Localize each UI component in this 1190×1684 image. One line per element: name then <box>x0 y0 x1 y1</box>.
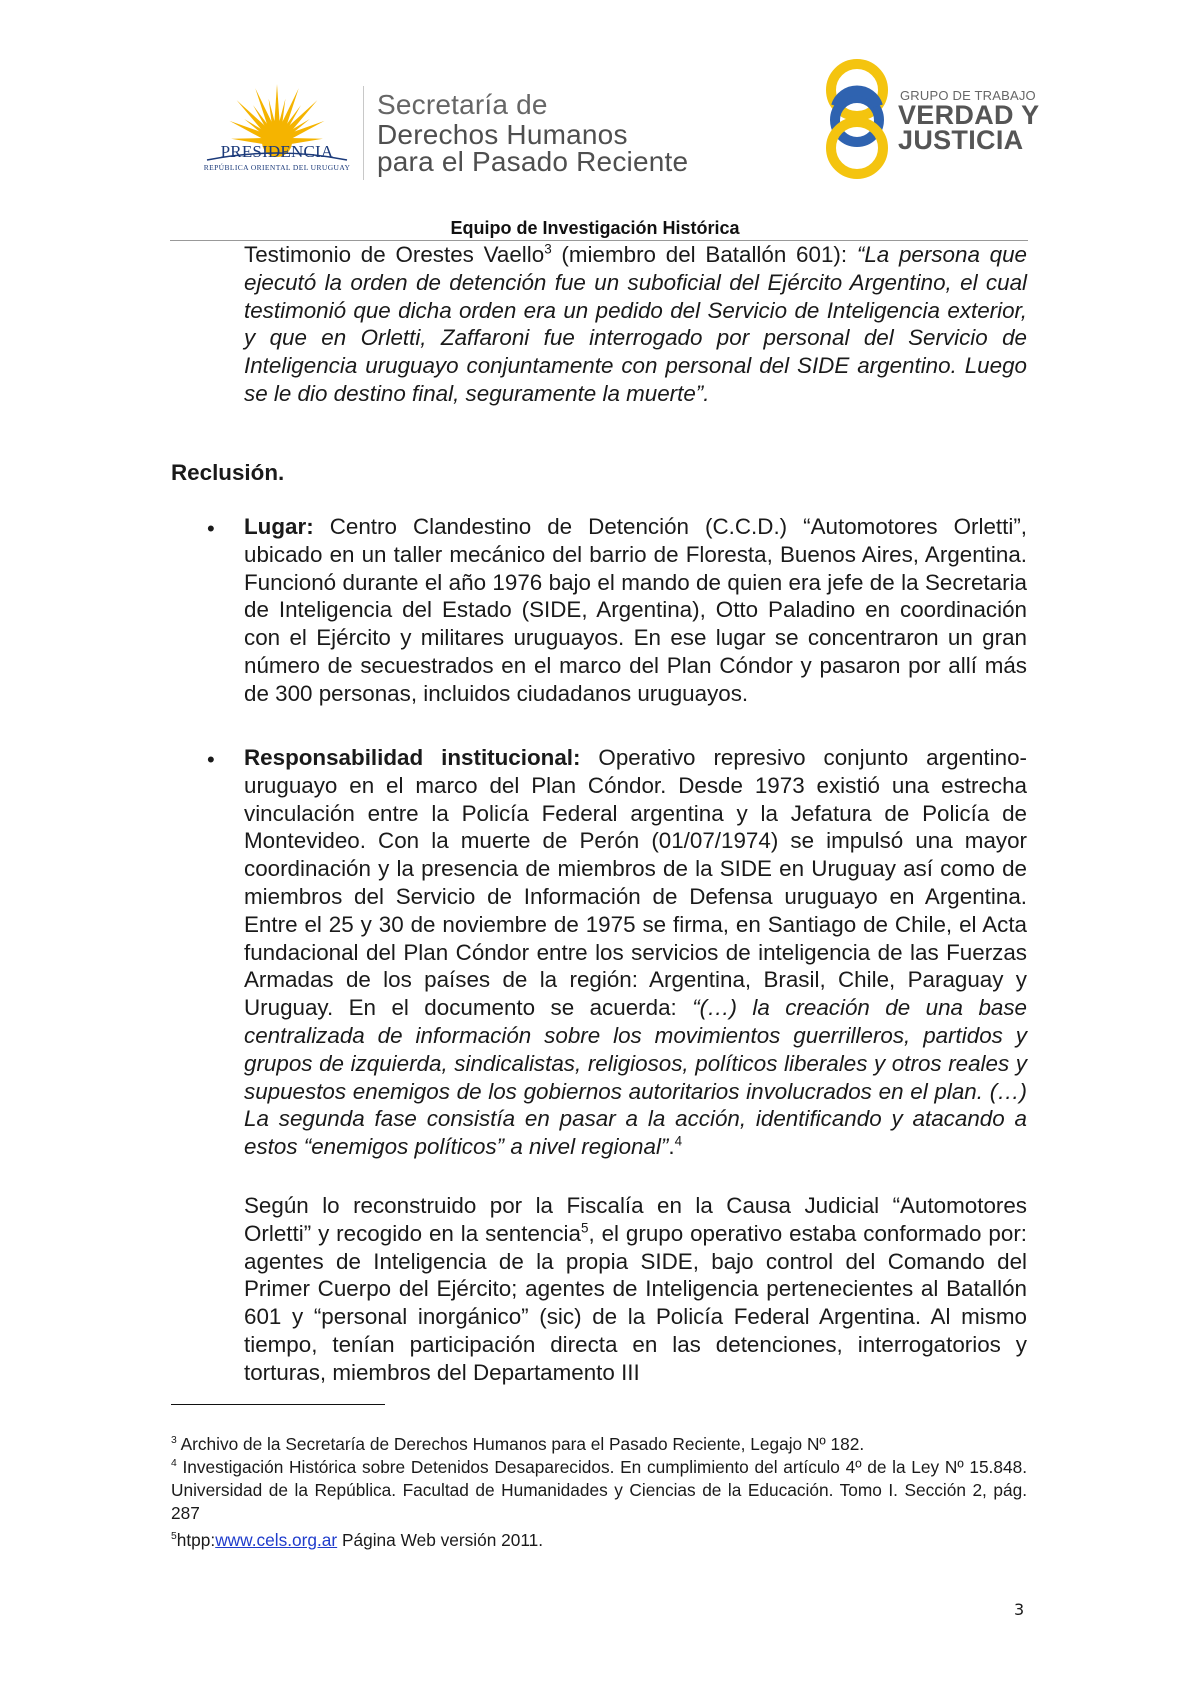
testimonio-lead: Testimonio de Orestes Vaello <box>244 242 545 267</box>
responsabilidad-label: Responsabilidad institucional: <box>244 745 581 770</box>
footnote-4-text: Investigación Histórica sobre Detenidos Desaparecidos. En cumplimiento del artículo 4º de la Ley Nº 15.848. Universidad de la República. Facultad de Humanidades y Ciencias de la Educación. Tomo I. Sección 2, pág. 287 <box>171 1457 1027 1523</box>
lugar-label: Lugar: <box>244 514 314 539</box>
secretaria-line-2: Derechos Humanos <box>377 119 628 150</box>
secretaria-line-1: Secretaría de <box>377 89 548 120</box>
segun-part-1: Según lo reconstruido por la Fiscalía en la Causa Judicial “Automotores Orletti” y recogido en la sentencia <box>244 1193 1027 1246</box>
grupo-line-3: JUSTICIA <box>898 125 1024 155</box>
lugar-text: Centro Clandestino de Detención (C.C.D.) “Automotores Orletti”, ubicado en un taller mecánico del barrio de Floresta, Buenos Aires, Argentina. Funcionó durante el año 1976 bajo el mando de quien era jefe de la Secretaria de Inteligencia del Estado (SIDE, Argentina), Otto Paladino en coordinación con el Ejército y militares uruguayos. En ese lugar se concentraron un gran número de secuestrados en el marco del Plan Cóndor y pasaron por allí más de 300 personas, incluidos ciudadanos uruguayos. <box>244 514 1027 706</box>
testimonio-quote: “La persona que ejecutó la orden de detención fue un suboficial del Ejército Argentino, el cual testimonió que dicha orden era un pedido del Servicio de Inteligencia exterior, y que en Orletti, Zaffaroni fue interrogado por personal del Servicio de Inteligencia uruguayo conjuntamente con personal del SIDE argentino. Luego se le dio destino final, seguramente la muerte”. <box>244 242 1028 406</box>
section-title: Reclusión. <box>171 460 285 485</box>
cels-link[interactable]: www.cels.org.ar <box>215 1530 338 1550</box>
bullet-icon: • <box>207 747 215 772</box>
lugar-paragraph <box>244 513 1027 708</box>
testimonio-paragraph <box>244 241 1027 408</box>
verdad-justicia-rings-logo <box>820 56 894 180</box>
presidencia-subtitle: REPÚBLICA ORIENTAL DEL URUGUAY <box>203 163 351 172</box>
footnote-3-text: Archivo de la Secretaría de Derechos Humanos para el Pasado Reciente, Legajo Nº 182. <box>176 1434 865 1454</box>
footnote-4-number: 4 <box>171 1458 177 1470</box>
footnote-ref-5: 5 <box>580 1220 589 1236</box>
footnote-ref-4: 4 <box>674 1133 683 1149</box>
footnote-5 <box>171 1529 1027 1552</box>
responsabilidad-end: . <box>668 1134 675 1160</box>
footnote-3 <box>171 1433 1027 1456</box>
segun-paragraph <box>244 1192 1027 1387</box>
footnote-5-prefix: htpp: <box>176 1530 216 1550</box>
footnote-rule <box>171 1404 385 1405</box>
presidencia-name: PRESIDENCIA <box>220 142 334 161</box>
grupo-line-1: GRUPO DE TRABAJO <box>900 88 1036 103</box>
secretaria-line-3: para el Pasado Reciente <box>377 146 689 177</box>
responsabilidad-text: Operativo represivo conjunto argentino-uruguayo en el marco del Plan Cóndor. Desde 1973 existió una estrecha vinculación entre la Policía Federal argentina y la Jefatura de Policía de Montevideo. Con la muerte de Perón (01/07/1974) se impulsó una mayor coordinación y la presencia de miembros de la SIDE en Uruguay así como de miembros del Servicio de Información de Defensa uruguayo en Argentina. Entre el 25 y 30 de noviembre de 1975 se firma, en Santiago de Chile, el Acta fundacional del Plan Cóndor entre los servicios de inteligencia de las Fuerzas Armadas de los países de la región: Argentina, Brasil, Chile, Paraguay y Uruguay. En el documento se acuerda: <box>244 745 1027 1021</box>
page-number: 3 <box>1014 1600 1025 1619</box>
grupo-line-2: VERDAD Y <box>898 100 1040 130</box>
footnote-ref-3: 3 <box>544 241 552 257</box>
header-divider <box>363 86 364 180</box>
presidencia-sun-logo <box>196 80 358 200</box>
footnote-3-number: 3 <box>171 1435 177 1447</box>
responsabilidad-paragraph <box>244 744 1027 1161</box>
bullet-icon: • <box>207 516 215 541</box>
footnote-5-number: 5 <box>171 1531 177 1543</box>
segun-part-2: , el grupo operativo estaba conformado por: agentes de Inteligencia de la propia SIDE, bajo control del Comando del Primer Cuerpo del Ejército; agentes de Inteligencia pertenecientes al Batallón 601 y “personal inorgánico” (sic) de la Policía Federal Argentina. Al mismo tiempo, tenían participación directa en las detenciones, interrogatorios y torturas, miembros del Departamento III <box>244 1220 1027 1385</box>
responsabilidad-quote: “(…) la creación de una base centralizada de información sobre los movimientos guerrilleros, partidos y grupos de izquierda, sindicalistas, religiosos, políticos liberales y otros reales y supuestos enemigos de los gobiernos autoritarios involucrados en el plan. (…) La segunda fase consistía en pasar a la acción, identificando y atacando a estos “enemigos políticos” a nivel regional” <box>244 995 1027 1160</box>
team-title: Equipo de Investigación Histórica <box>450 218 740 238</box>
testimonio-mid: (miembro del Batallón 601): <box>551 242 857 267</box>
footnote-5-suffix: Página Web versión 2011. <box>337 1530 544 1550</box>
footnote-4 <box>171 1456 1027 1525</box>
